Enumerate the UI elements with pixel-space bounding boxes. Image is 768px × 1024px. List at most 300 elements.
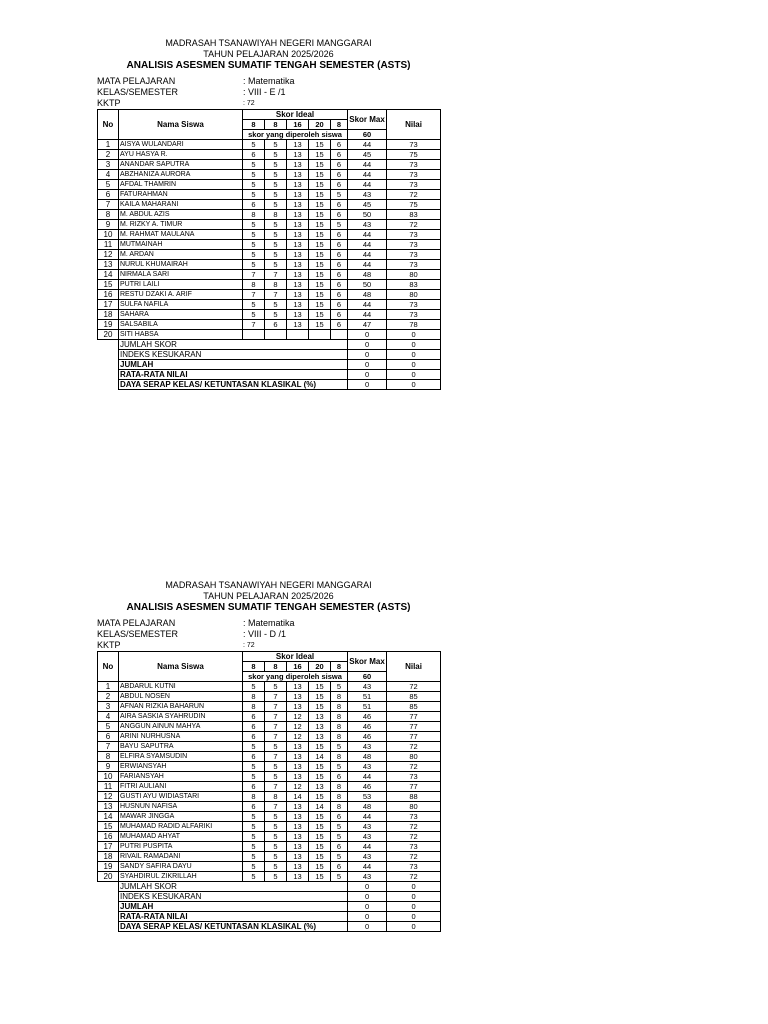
score-cell: 12	[287, 722, 309, 732]
score-cell: 5	[265, 250, 287, 260]
meta-label: KKTP	[97, 98, 121, 108]
score-cell: 6	[331, 290, 348, 300]
score-cell: 13	[287, 822, 309, 832]
row-no: 2	[98, 692, 119, 702]
row-no: 5	[98, 180, 119, 190]
score-cell: 5	[243, 872, 265, 882]
score-cell: 5	[243, 260, 265, 270]
score-cell: 6	[331, 200, 348, 210]
summary-max: 0	[348, 360, 387, 370]
student-name: MUHAMAD AHYAT	[119, 832, 243, 842]
skor-max-cell: 43	[348, 872, 387, 882]
col-nama: Nama Siswa	[119, 652, 243, 682]
row-no: 15	[98, 280, 119, 290]
score-cell: 5	[265, 682, 287, 692]
row-no: 12	[98, 250, 119, 260]
row-no: 17	[98, 300, 119, 310]
row-no: 19	[98, 320, 119, 330]
table-row	[98, 230, 441, 240]
table-row	[98, 310, 441, 320]
summary-nilai: 0	[387, 922, 441, 932]
score-cell: 15	[309, 822, 331, 832]
summary-row	[98, 340, 441, 350]
score-cell: 5	[331, 742, 348, 752]
score-cell: 5	[243, 220, 265, 230]
score-cell: 13	[287, 682, 309, 692]
score-cell: 5	[243, 812, 265, 822]
table-row	[98, 290, 441, 300]
score-cell: 8	[331, 692, 348, 702]
summary-max: 0	[348, 912, 387, 922]
row-no: 20	[98, 872, 119, 882]
student-name: MAWAR JINGGA	[119, 812, 243, 822]
skor-max-cell: 45	[348, 150, 387, 160]
summary-max: 0	[348, 882, 387, 892]
score-cell: 13	[287, 210, 309, 220]
score-cell: 5	[331, 822, 348, 832]
score-cell: 5	[265, 310, 287, 320]
nilai-cell: 72	[387, 220, 441, 230]
summary-label: JUMLAH	[119, 360, 348, 370]
summary-spacer	[98, 360, 119, 370]
skor-max-cell: 48	[348, 802, 387, 812]
score-cell: 6	[331, 170, 348, 180]
student-name: FATURAHMAN	[119, 190, 243, 200]
score-cell: 6	[331, 230, 348, 240]
score-cell: 15	[309, 150, 331, 160]
score-cell: 15	[309, 842, 331, 852]
score-cell: 6	[243, 752, 265, 762]
nilai-cell: 72	[387, 832, 441, 842]
score-cell: 5	[331, 872, 348, 882]
table-row	[98, 300, 441, 310]
score-cell: 5	[243, 862, 265, 872]
school-title: MADRASAH TSANAWIYAH NEGERI MANGGARAI	[165, 580, 372, 590]
score-cell	[309, 330, 331, 340]
ideal-value: 16	[287, 120, 309, 130]
score-cell: 6	[331, 260, 348, 270]
year-title: TAHUN PELAJARAN 2025/2026	[203, 591, 334, 601]
nilai-cell: 77	[387, 722, 441, 732]
summary-row	[98, 892, 441, 902]
ideal-value: 20	[309, 120, 331, 130]
score-cell: 6	[331, 250, 348, 260]
score-cell: 15	[309, 190, 331, 200]
score-cell: 8	[265, 792, 287, 802]
table-row	[98, 190, 441, 200]
score-cell: 13	[287, 300, 309, 310]
student-name: FARIANSYAH	[119, 772, 243, 782]
skor-max-cell: 43	[348, 822, 387, 832]
score-cell: 8	[243, 280, 265, 290]
student-name: ABDARUL KUTNI	[119, 682, 243, 692]
skor-max-cell: 44	[348, 230, 387, 240]
summary-nilai: 0	[387, 370, 441, 380]
meta-info	[97, 76, 440, 109]
sheet	[97, 580, 440, 932]
score-cell: 5	[243, 170, 265, 180]
skor-max-cell: 53	[348, 792, 387, 802]
score-cell: 13	[287, 180, 309, 190]
score-cell: 7	[265, 732, 287, 742]
score-cell: 5	[243, 832, 265, 842]
score-cell: 13	[287, 240, 309, 250]
table-row	[98, 330, 441, 340]
student-name: AFNAN RIZKIA BAHARUN	[119, 702, 243, 712]
table-row	[98, 220, 441, 230]
col-skor-siswa: skor yang diperoleh siswa	[243, 130, 348, 140]
score-cell: 5	[243, 300, 265, 310]
score-cell: 6	[331, 140, 348, 150]
nilai-cell: 83	[387, 210, 441, 220]
score-cell: 8	[331, 782, 348, 792]
meta-value: : 72	[243, 100, 255, 107]
score-cell: 13	[287, 260, 309, 270]
score-cell: 15	[309, 792, 331, 802]
skor-max-cell: 44	[348, 240, 387, 250]
nilai-cell: 78	[387, 320, 441, 330]
student-name: BAYU SAPUTRA	[119, 742, 243, 752]
score-cell: 5	[331, 762, 348, 772]
row-no: 10	[98, 772, 119, 782]
score-cell: 15	[309, 852, 331, 862]
score-cell: 7	[265, 722, 287, 732]
score-cell: 13	[287, 842, 309, 852]
score-cell: 13	[287, 872, 309, 882]
score-cell: 5	[265, 150, 287, 160]
score-cell: 13	[287, 140, 309, 150]
table-row	[98, 772, 441, 782]
summary-label: RATA-RATA NILAI	[119, 370, 348, 380]
score-cell: 5	[265, 742, 287, 752]
ideal-value: 8	[243, 120, 265, 130]
nilai-cell: 0	[387, 330, 441, 340]
table-row	[98, 210, 441, 220]
student-name: ANGGUN AINUN MAHYA	[119, 722, 243, 732]
meta-row	[97, 640, 440, 651]
score-cell: 15	[309, 300, 331, 310]
skor-max-cell: 43	[348, 220, 387, 230]
col-nilai: Nilai	[387, 110, 441, 140]
score-cell: 6	[331, 240, 348, 250]
score-cell: 8	[331, 702, 348, 712]
score-cell: 15	[309, 210, 331, 220]
score-cell: 5	[265, 862, 287, 872]
score-cell	[331, 330, 348, 340]
score-cell: 6	[331, 320, 348, 330]
nilai-cell: 73	[387, 180, 441, 190]
table-row	[98, 692, 441, 702]
table-row	[98, 250, 441, 260]
score-cell: 5	[265, 762, 287, 772]
summary-spacer	[98, 912, 119, 922]
score-cell: 13	[287, 230, 309, 240]
nilai-cell: 72	[387, 822, 441, 832]
meta-label: KKTP	[97, 640, 121, 650]
score-cell: 13	[287, 220, 309, 230]
summary-spacer	[98, 922, 119, 932]
score-cell: 8	[331, 802, 348, 812]
score-cell: 7	[243, 320, 265, 330]
score-cell: 5	[265, 260, 287, 270]
score-cell: 15	[309, 200, 331, 210]
score-cell: 6	[243, 712, 265, 722]
skor-max-cell: 48	[348, 270, 387, 280]
nilai-cell: 72	[387, 852, 441, 862]
row-no: 6	[98, 190, 119, 200]
skor-max-cell: 45	[348, 200, 387, 210]
table-row	[98, 782, 441, 792]
score-cell: 15	[309, 240, 331, 250]
score-cell: 5	[265, 180, 287, 190]
score-cell: 13	[287, 270, 309, 280]
score-cell: 13	[287, 290, 309, 300]
table-row	[98, 812, 441, 822]
score-cell: 13	[309, 732, 331, 742]
skor-max-cell: 44	[348, 160, 387, 170]
meta-value: : VIII - E /1	[243, 87, 286, 97]
nilai-cell: 73	[387, 842, 441, 852]
score-cell: 15	[309, 320, 331, 330]
score-cell: 5	[265, 160, 287, 170]
score-cell: 13	[287, 170, 309, 180]
score-cell: 6	[243, 802, 265, 812]
score-cell: 15	[309, 250, 331, 260]
score-cell: 6	[331, 310, 348, 320]
summary-label: DAYA SERAP KELAS/ KETUNTASAN KLASIKAL (%)	[119, 922, 348, 932]
score-cell: 15	[309, 742, 331, 752]
meta-row	[97, 629, 440, 640]
skor-max-cell: 51	[348, 692, 387, 702]
analysis-title: ANALISIS ASESMEN SUMATIF TENGAH SEMESTER (ASTS)	[126, 602, 411, 613]
student-name: M. RIZKY A. TIMUR	[119, 220, 243, 230]
summary-label: INDEKS KESUKARAN	[119, 350, 348, 360]
score-cell: 5	[243, 822, 265, 832]
score-cell: 7	[265, 712, 287, 722]
skor-max-cell: 43	[348, 832, 387, 842]
ideal-value: 8	[265, 662, 287, 672]
row-no: 7	[98, 200, 119, 210]
table-row	[98, 260, 441, 270]
score-cell: 5	[265, 822, 287, 832]
student-name: RESTU DZAKI A. ARIF	[119, 290, 243, 300]
col-nilai: Nilai	[387, 652, 441, 682]
skor-max-cell: 43	[348, 742, 387, 752]
school-title: MADRASAH TSANAWIYAH NEGERI MANGGARAI	[165, 38, 372, 48]
meta-info	[97, 618, 440, 651]
score-cell: 7	[243, 270, 265, 280]
nilai-cell: 73	[387, 140, 441, 150]
score-cell: 6	[331, 772, 348, 782]
skor-max-cell: 46	[348, 732, 387, 742]
score-cell: 6	[243, 200, 265, 210]
meta-value: : VIII - D /1	[243, 629, 287, 639]
score-cell: 5	[265, 200, 287, 210]
summary-max: 0	[348, 340, 387, 350]
score-cell: 8	[243, 702, 265, 712]
score-cell: 5	[265, 772, 287, 782]
skor-max-cell: 50	[348, 280, 387, 290]
student-name: KAILA MAHARANI	[119, 200, 243, 210]
col-skor-max: Skor Max	[348, 652, 387, 672]
student-name: ANANDAR SAPUTRA	[119, 160, 243, 170]
table-row	[98, 702, 441, 712]
student-name: SAHARA	[119, 310, 243, 320]
score-cell: 5	[265, 852, 287, 862]
table-row	[98, 852, 441, 862]
table-row	[98, 792, 441, 802]
summary-label: JUMLAH	[119, 902, 348, 912]
student-name: ABDUL NOSEN	[119, 692, 243, 702]
score-table	[97, 109, 441, 390]
skor-max-cell: 0	[348, 330, 387, 340]
score-cell: 6	[331, 150, 348, 160]
score-cell: 5	[331, 832, 348, 842]
summary-spacer	[98, 380, 119, 390]
nilai-cell: 80	[387, 802, 441, 812]
score-cell: 13	[287, 250, 309, 260]
meta-label: MATA PELAJARAN	[97, 618, 176, 628]
skor-max-cell: 44	[348, 812, 387, 822]
score-cell: 15	[309, 772, 331, 782]
score-cell: 15	[309, 140, 331, 150]
score-cell: 13	[287, 742, 309, 752]
student-name: ELFIRA SYAMSUDIN	[119, 752, 243, 762]
summary-spacer	[98, 350, 119, 360]
summary-nilai: 0	[387, 912, 441, 922]
skor-max-cell: 43	[348, 682, 387, 692]
score-cell: 6	[243, 782, 265, 792]
score-cell: 5	[265, 842, 287, 852]
score-cell: 5	[265, 812, 287, 822]
row-no: 9	[98, 220, 119, 230]
score-cell: 15	[309, 832, 331, 842]
nilai-cell: 80	[387, 270, 441, 280]
score-cell: 13	[287, 832, 309, 842]
ideal-value: 8	[243, 662, 265, 672]
summary-max: 0	[348, 380, 387, 390]
nilai-cell: 85	[387, 692, 441, 702]
col-no: No	[98, 110, 119, 140]
student-name: SITI HABSA	[119, 330, 243, 340]
score-cell: 8	[331, 752, 348, 762]
row-no: 8	[98, 210, 119, 220]
score-cell: 13	[309, 722, 331, 732]
score-cell: 14	[309, 752, 331, 762]
student-name: PUTRI PUSPITA	[119, 842, 243, 852]
score-cell: 8	[331, 732, 348, 742]
table-row	[98, 150, 441, 160]
score-cell: 5	[243, 852, 265, 862]
summary-row	[98, 360, 441, 370]
summary-max: 0	[348, 370, 387, 380]
score-cell: 5	[265, 220, 287, 230]
summary-row	[98, 350, 441, 360]
skor-max-cell: 48	[348, 752, 387, 762]
table-row	[98, 732, 441, 742]
score-cell: 7	[265, 782, 287, 792]
score-cell: 13	[287, 862, 309, 872]
score-cell: 15	[309, 682, 331, 692]
score-cell: 5	[331, 190, 348, 200]
row-no: 14	[98, 270, 119, 280]
year-title: TAHUN PELAJARAN 2025/2026	[203, 49, 334, 59]
score-cell: 13	[287, 310, 309, 320]
score-cell: 5	[331, 852, 348, 862]
student-name: AYU HASYA R.	[119, 150, 243, 160]
ideal-value: 16	[287, 662, 309, 672]
score-cell: 13	[287, 752, 309, 762]
row-no: 14	[98, 812, 119, 822]
table-row	[98, 140, 441, 150]
row-no: 16	[98, 832, 119, 842]
summary-nilai: 0	[387, 892, 441, 902]
skor-max-cell: 50	[348, 210, 387, 220]
ideal-value: 8	[331, 120, 348, 130]
score-cell: 7	[265, 692, 287, 702]
analysis-title: ANALISIS ASESMEN SUMATIF TENGAH SEMESTER (ASTS)	[126, 60, 411, 71]
nilai-cell: 88	[387, 792, 441, 802]
summary-row	[98, 370, 441, 380]
score-cell: 5	[331, 682, 348, 692]
col-no: No	[98, 652, 119, 682]
summary-label: INDEKS KESUKARAN	[119, 892, 348, 902]
score-cell: 8	[331, 722, 348, 732]
nilai-cell: 72	[387, 762, 441, 772]
score-cell: 8	[243, 692, 265, 702]
summary-row	[98, 882, 441, 892]
table-row	[98, 320, 441, 330]
score-cell: 6	[331, 862, 348, 872]
row-no: 4	[98, 712, 119, 722]
row-no: 7	[98, 742, 119, 752]
row-no: 20	[98, 330, 119, 340]
score-cell	[287, 330, 309, 340]
student-name: MUHAMAD RADID ALFARIKI	[119, 822, 243, 832]
table-row	[98, 752, 441, 762]
skor-max-cell: 44	[348, 250, 387, 260]
table-row	[98, 872, 441, 882]
student-name: ABZHANIZA AURORA	[119, 170, 243, 180]
score-cell: 6	[331, 180, 348, 190]
skor-max-cell: 43	[348, 762, 387, 772]
student-name: AIRA SASKIA SYAHRUDIN	[119, 712, 243, 722]
score-cell: 6	[243, 150, 265, 160]
row-no: 13	[98, 260, 119, 270]
row-no: 9	[98, 762, 119, 772]
score-cell: 6	[331, 842, 348, 852]
summary-spacer	[98, 892, 119, 902]
nilai-cell: 73	[387, 862, 441, 872]
score-cell: 5	[243, 160, 265, 170]
skor-max-cell: 44	[348, 862, 387, 872]
score-cell: 7	[265, 802, 287, 812]
row-no: 3	[98, 160, 119, 170]
nilai-cell: 72	[387, 742, 441, 752]
score-cell: 5	[243, 842, 265, 852]
nilai-cell: 73	[387, 260, 441, 270]
summary-row	[98, 912, 441, 922]
nilai-cell: 72	[387, 872, 441, 882]
score-cell: 5	[265, 832, 287, 842]
score-cell: 8	[243, 210, 265, 220]
nilai-cell: 73	[387, 812, 441, 822]
row-no: 11	[98, 782, 119, 792]
score-cell: 7	[243, 290, 265, 300]
score-cell: 5	[243, 250, 265, 260]
col-skor-ideal: Skor Ideal	[243, 652, 348, 662]
score-cell: 13	[287, 160, 309, 170]
